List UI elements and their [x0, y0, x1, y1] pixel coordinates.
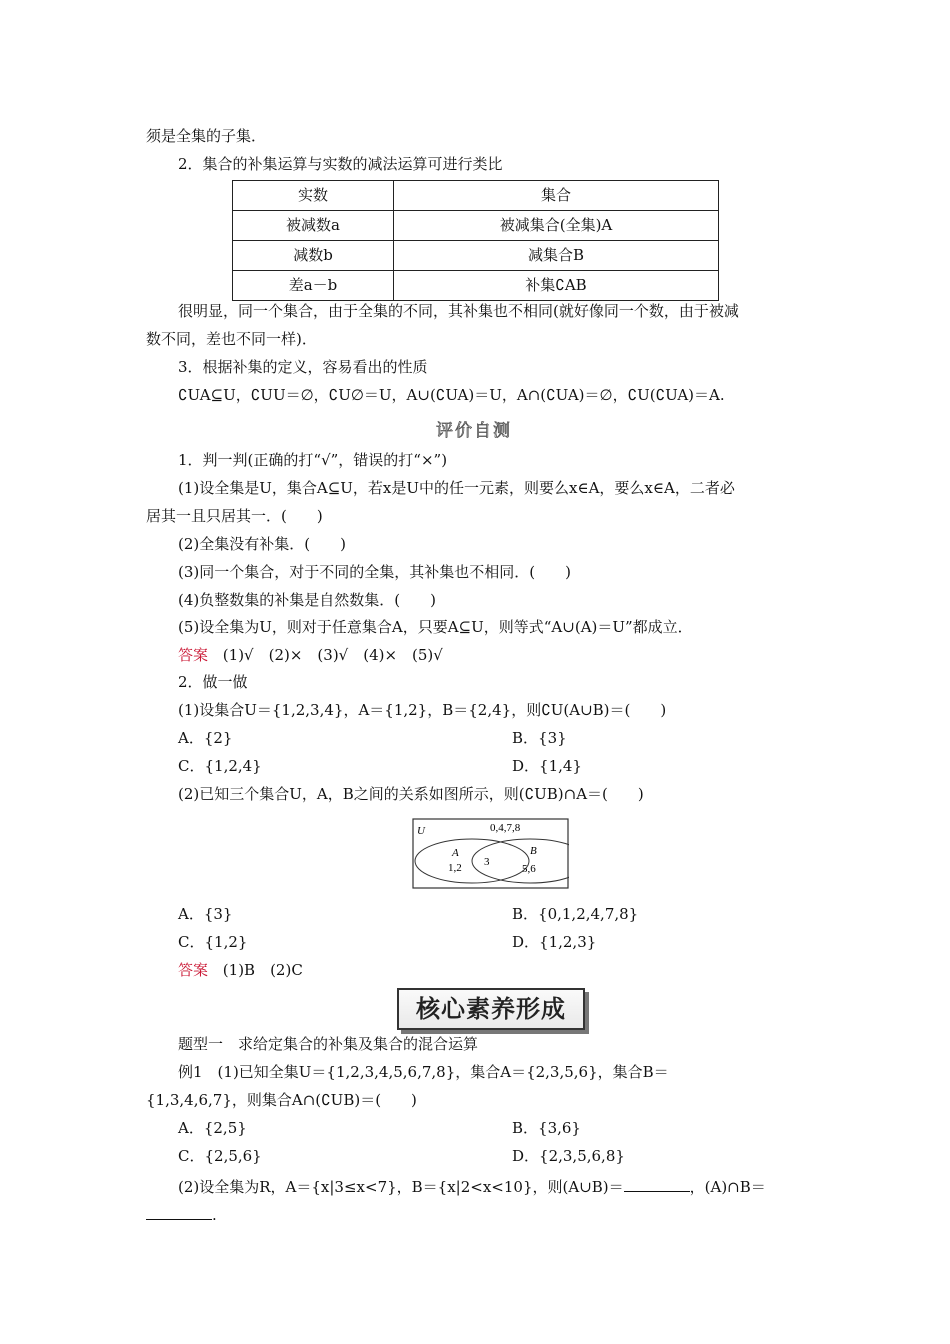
- set-b-elements: 5,6: [522, 863, 536, 875]
- text-line: {1,3,4,6,7}，则集合A∩(∁UB)＝( ): [146, 1091, 417, 1109]
- text-line: ∁UA⊆U，∁UU＝∅，∁U∅＝U，A∪(∁UA)＝U，A∩(∁UA)＝∅，∁U(∁UA)＝A.: [178, 386, 725, 404]
- text-line: 2．做一做: [178, 673, 248, 691]
- table-cell: 差a－b: [233, 271, 394, 301]
- answer-line: [178, 648, 443, 663]
- text-line: (5)设全集为U，则对于任意集合A，只要A⊆U，则等式“A∪(A)＝U”都成立．: [178, 618, 693, 636]
- table-row: [233, 211, 719, 241]
- answer-label: 答案: [178, 961, 209, 979]
- text-line: (2)已知三个集合U，A，B之间的关系如图所示，则(∁UB)∩A＝( ): [178, 785, 644, 803]
- text-line: 须是全集的子集．: [146, 127, 267, 145]
- table-cell: 被减数a: [233, 211, 394, 241]
- universe-label: U: [417, 825, 425, 837]
- option-d: D．{2,3,5,6,8}: [512, 1147, 625, 1165]
- answer-blank: [624, 1177, 690, 1192]
- text-line: [146, 1205, 217, 1223]
- text-line: 3．根据补集的定义，容易看出的性质: [178, 358, 428, 376]
- text-segment: (2)设全集为R，A＝{x|3≤x<7}，B＝{x|2<x<10}，则(A∪B)＝: [178, 1178, 624, 1196]
- table-cell: 减集合B: [394, 241, 719, 271]
- text-line: 例1 (1)已知全集U＝{1,2,3,4,5,6,7,8}，集合A＝{2,3,5,6}，集合B＝: [178, 1063, 669, 1081]
- venn-diagram: [412, 818, 569, 890]
- option-c: C．{1,2}: [178, 933, 248, 951]
- set-a-label: A: [452, 847, 459, 859]
- option-b: B．{3}: [512, 729, 567, 747]
- text-line: 2．集合的补集运算与实数的减法运算可进行类比: [178, 155, 503, 173]
- table-row: [233, 271, 719, 301]
- option-a: A．{3}: [178, 905, 233, 923]
- answer-line: [178, 963, 303, 978]
- answer-label: 答案: [178, 646, 209, 664]
- self-assessment-badge: 评价自测: [410, 419, 538, 443]
- text-line: 很明显，同一个集合，由于全集的不同，其补集也不相同(就好像同一个数，由于被减: [178, 302, 739, 320]
- set-a-elements: 1,2: [448, 862, 462, 874]
- intersection-elements: 3: [484, 856, 490, 868]
- option-b: B．{0,1,2,4,7,8}: [512, 905, 639, 923]
- text-line: (4)负整数集的补集是自然数集．( ): [178, 591, 436, 609]
- table-cell: 减数b: [233, 241, 394, 271]
- text-segment: ，(A)∩B＝: [689, 1178, 766, 1196]
- comparison-table: [232, 180, 719, 301]
- table-cell: 补集∁AB: [394, 271, 719, 301]
- table-cell: 被减集合(全集)A: [394, 211, 719, 241]
- option-a: A．{2}: [178, 729, 233, 747]
- text-segment: .: [212, 1206, 217, 1224]
- answer-text: (1)B (2)C: [222, 961, 303, 979]
- text-line: 居其一且只居其一．( ): [146, 507, 323, 525]
- table-row: [233, 241, 719, 271]
- answer-text: (1)√ (2)× (3)√ (4)× (5)√: [222, 646, 443, 664]
- table-cell: 集合: [394, 181, 719, 211]
- outside-elements: 0,4,7,8: [490, 822, 521, 834]
- text-line: (1)设全集是U，集合A⊆U，若x是U中的任一元素，则要么x∈A，要么x∈A，二者必: [178, 479, 735, 497]
- section-title-banner: 核心素养形成: [397, 988, 585, 1030]
- set-b-label: B: [530, 845, 537, 857]
- answer-blank: [146, 1205, 212, 1220]
- option-c: C．{2,5,6}: [178, 1147, 262, 1165]
- text-line: (3)同一个集合，对于不同的全集，其补集也不相同．( ): [178, 563, 571, 581]
- option-c: C．{1,2,4}: [178, 757, 262, 775]
- topic-heading: 题型一 求给定集合的补集及集合的混合运算: [178, 1035, 479, 1053]
- text-line: 数不同，差也不同一样)．: [146, 330, 317, 348]
- option-b: B．{3,6}: [512, 1119, 581, 1137]
- text-line: 1．判一判(正确的打“√”，错误的打“×”): [178, 451, 448, 469]
- text-line: (1)设集合U＝{1,2,3,4}，A＝{1,2}，B＝{2,4}，则∁U(A∪B)＝( ): [178, 701, 667, 719]
- table-header-row: [233, 181, 719, 211]
- option-d: D．{1,2,3}: [512, 933, 597, 951]
- text-line: [178, 1177, 766, 1195]
- table-cell: 实数: [233, 181, 394, 211]
- option-a: A．{2,5}: [178, 1119, 247, 1137]
- option-d: D．{1,4}: [512, 757, 582, 775]
- text-line: (2)全集没有补集．( ): [178, 535, 346, 553]
